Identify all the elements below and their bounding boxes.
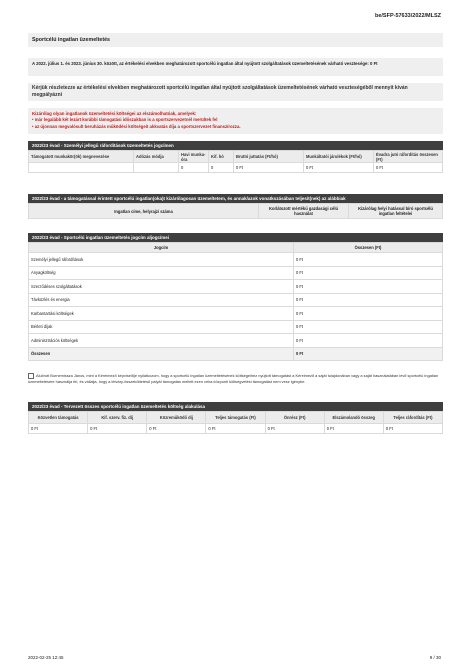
column-header: Támogatott munkakör(ök) megnevezése xyxy=(29,151,134,163)
table-cell: 0 xyxy=(179,163,209,173)
notice-item: • az újonnan megvalósult beruházás működési költségeit akkvatás díja a sportszervezet finanszírozza. xyxy=(32,124,241,131)
footer-date: 2022-02-25 12:45 xyxy=(28,655,64,660)
column-header: Összesen (Ft) xyxy=(294,243,443,253)
column-header: Teljes ráfordítás (Ft) xyxy=(383,412,442,424)
total-value: 0 Ft xyxy=(294,347,443,361)
row-value: 0 Ft xyxy=(294,280,443,294)
row-label: Távközlés és energia xyxy=(29,293,294,307)
table-row xyxy=(29,163,443,173)
table-row xyxy=(29,253,443,267)
question-text: Kérjük részletezze az értékelési elvekben meghatározott sportcélú ingatlan által nyújtott szolgáltatások üzemeltetésének várható veszteségéből mennyit kíván megpályázni xyxy=(32,85,408,98)
row-value: 0 Ft xyxy=(294,253,443,267)
row-label: Szerződéses szolgáltatások xyxy=(29,280,294,294)
table-row xyxy=(29,280,443,294)
info-text: A 2022. július 1. és 2023. június 30. között, az értékelési elvekben meghatározott sportcélú ingatlan által nyújtott szolgáltatások üzemeltetésének várható vesztesége: 0 Ft xyxy=(32,61,378,66)
notice-item: • már legalább két lezárt korábbi támogatási időszakban is a sportszervezetnél merültek fel xyxy=(32,117,241,124)
section-title: Sportcélú ingatlan üzemeltetés xyxy=(32,37,110,43)
column-header: Elszámolandó összeg xyxy=(324,412,383,424)
notice-box xyxy=(28,108,443,134)
row-value: 0 Ft xyxy=(294,334,443,348)
table-cell: 0 Ft xyxy=(374,163,443,173)
table-cell: 0 Ft xyxy=(324,424,383,434)
column-header: Kif. hó xyxy=(209,151,234,163)
table-cell xyxy=(134,163,179,173)
row-label: Karbantartási költségek xyxy=(29,307,294,321)
row-label: Anyagköltség xyxy=(29,266,294,280)
table-cell: 0 xyxy=(209,163,234,173)
row-value: 0 Ft xyxy=(294,293,443,307)
notice-list xyxy=(32,117,241,130)
table-cell: 0 Ft xyxy=(29,424,88,434)
table-cell xyxy=(29,163,134,173)
personnel-costs-section xyxy=(28,141,443,173)
planned-costs-heading: 2022/23 évad - Tervezett összes sportcélú ingatlan üzemeltetés költség alakulása xyxy=(28,402,443,411)
table-cell: 0 Ft xyxy=(206,424,265,434)
row-value: 0 Ft xyxy=(294,320,443,334)
table-row xyxy=(29,293,443,307)
column-header: Munkáltatói járulékok (Ft/hó) xyxy=(304,151,374,163)
table-cell: 0 Ft xyxy=(234,163,304,173)
personnel-costs-heading: 2022/23 évad - Személyi jellegű ráfordítások üzemeltetés jogcímen xyxy=(28,141,443,150)
column-header: Közreműködő díj xyxy=(147,412,206,424)
column-header: Önrész (Ft) xyxy=(265,412,324,424)
column-header: Ingatlan címe, helyrajzi száma xyxy=(29,204,259,219)
row-value: 0 Ft xyxy=(294,307,443,321)
column-header: Adózás módja xyxy=(134,151,179,163)
row-label: Bérleti díjak xyxy=(29,320,294,334)
property-usage-table xyxy=(28,203,443,219)
column-header: Teljes támogatás (Ft) xyxy=(206,412,265,424)
column-header: Kizárólag helyi hatással bíró sportcélú ingatlan feltételei xyxy=(349,204,443,219)
table-cell: 0 Ft xyxy=(383,424,442,434)
total-row xyxy=(29,347,443,361)
planned-costs-section xyxy=(28,402,443,434)
table-row xyxy=(29,266,443,280)
table-row xyxy=(29,334,443,348)
table-cell: 0 Ft xyxy=(88,424,147,434)
notice-title: Kizárólag olyan ingatlanok üzemeltetési költségei az elszámolhatóak, amelyek: xyxy=(32,111,197,116)
column-header: Évadra jutó ráfordítás összesen (Ft) xyxy=(374,151,443,163)
table-cell: 0 Ft xyxy=(265,424,324,434)
property-usage-section xyxy=(28,194,443,219)
row-label: Személyi jellegű ráfordítások xyxy=(29,253,294,267)
column-header: Kif. szerv. fiz. díj xyxy=(88,412,147,424)
property-usage-heading: 2022/23 évad - a támogatással érintett sportcélú ingatlan(oka)t kizárólagosan üzemeltetem, és annak/azok vonatkozásában teljesít(nek) az alábbiak xyxy=(28,194,443,203)
column-header: Korlátozott mértékű gazdasági célú használat xyxy=(259,204,349,219)
subcategories-table xyxy=(28,242,443,361)
column-header: Jogcím xyxy=(29,243,294,253)
personnel-costs-table xyxy=(28,150,443,173)
table-cell: 0 Ft xyxy=(304,163,374,173)
row-value: 0 Ft xyxy=(294,266,443,280)
section-title-box xyxy=(28,33,443,47)
table-cell: 0 Ft xyxy=(147,424,206,434)
question-box xyxy=(28,83,443,101)
column-header: Bruttó juttatás (Ft/hó) xyxy=(234,151,304,163)
footer-page-number: 9 / 30 xyxy=(429,655,441,660)
total-label: Összesen xyxy=(29,347,294,361)
planned-costs-table xyxy=(28,411,443,434)
column-header: Havi munka-óra xyxy=(179,151,209,163)
table-row xyxy=(29,320,443,334)
table-row xyxy=(29,307,443,321)
subcategories-heading: 2022/23 évad - Sportcélú ingatlan üzemeltetés jogcím aljogcímei xyxy=(28,233,443,242)
document-id: be/SFP-57633/2022/MLSZ xyxy=(374,13,441,19)
declaration-text: Alulírott Bornemissza János, mint a Kérelmező képviselője nyilatkozom, hogy a sportcélú ingatlan üzemeltetésének költségeihez nyújtott támogatást a Kérelmező a saját tulajdonában vagy a saját használatában lévő sportcélú ingatlan üzemeltetésére használja fel, és vállalja, hogy a létváry-összeköttetésű pályát támogatás mellett ezen célra központi költségvetési támogatást nem vesz igénybe. xyxy=(28,373,439,384)
subcategories-section xyxy=(28,233,443,361)
row-label: Adminisztrációs költségek xyxy=(29,334,294,348)
column-header: Közvetlen támogatás xyxy=(29,412,88,424)
table-row xyxy=(29,424,443,434)
declaration xyxy=(28,373,443,385)
info-box xyxy=(28,58,443,76)
